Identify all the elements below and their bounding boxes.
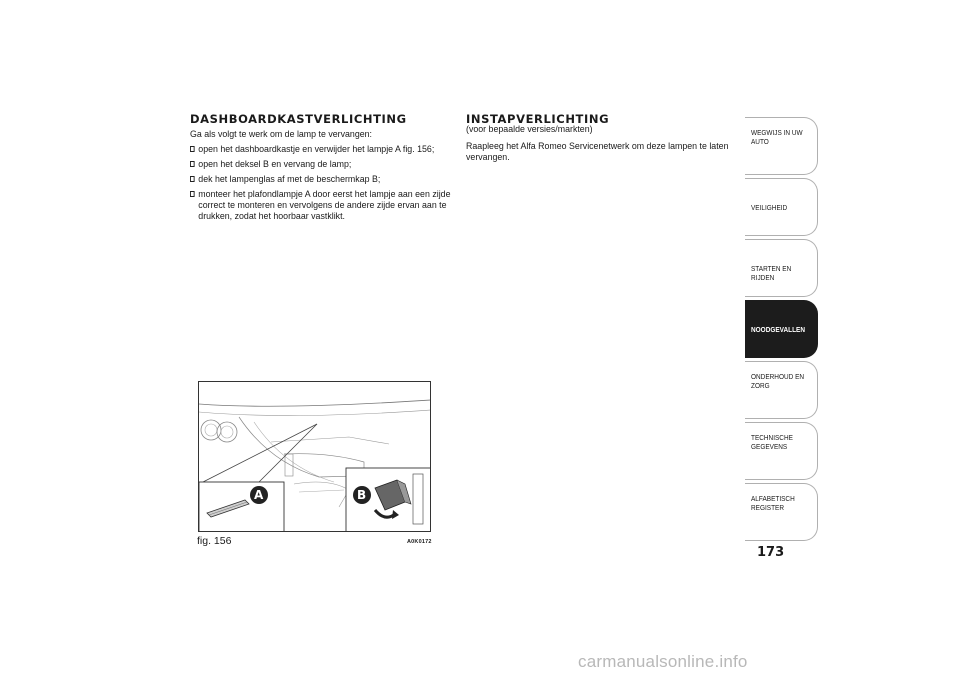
checkbox-bullet-icon	[190, 176, 195, 182]
watermark: carmanualsonline.info	[578, 652, 748, 671]
section-heading-instapverlichting: INSTAPVERLICHTING	[466, 112, 610, 126]
tab-veiligheid[interactable]	[745, 178, 818, 236]
checkbox-bullet-icon	[190, 146, 195, 152]
step-item	[190, 159, 462, 170]
section-heading-dashboardkast: DASHBOARDKASTVERLICHTING	[190, 112, 407, 126]
tab-label: VEILIGHEID	[751, 203, 788, 212]
tab-label: WEGWIJS IN UW AUTO	[751, 128, 803, 146]
tab-starten-en-rijden[interactable]	[745, 239, 818, 297]
step-text: dek het lampenglas af met de beschermkap B;	[198, 173, 381, 185]
step-list	[190, 144, 455, 222]
tab-onderhoud-en-zorg[interactable]	[745, 361, 818, 419]
body-text: Raapleeg het Alfa Romeo Servicenetwerk om deze lampen te laten vervangen.	[466, 140, 729, 163]
tab-wegwijs[interactable]	[745, 117, 818, 175]
step-item	[190, 189, 462, 222]
step-text: open het dashboardkastje en verwijder het lampje A fig. 156;	[198, 143, 435, 155]
glovebox-lamp-drawing	[199, 382, 431, 532]
tab-technische-gegevens[interactable]	[745, 422, 818, 480]
step-item	[190, 144, 462, 155]
page-number: 173	[757, 545, 785, 560]
tab-label: ONDERHOUD EN ZORG	[751, 372, 805, 390]
tab-label: TECHNISCHE GEGEVENS	[751, 433, 793, 451]
right-column	[466, 112, 731, 167]
figure-156-illustration	[198, 381, 431, 532]
figure-caption: fig. 156	[197, 535, 232, 547]
subheading-text: (voor bepaalde versies/markten)	[466, 124, 593, 135]
checkbox-bullet-icon	[190, 191, 195, 197]
step-text: monteer het plafondlampje A door eerst het lampje aan een zijde correct te monteren en vervolgens de andere zijde ervan aan te drukken, zodat het hoorbaar vastklikt.	[198, 188, 451, 222]
chapter-tabs	[745, 117, 818, 544]
intro-text: Ga als volgt te werk om de lamp te vervangen:	[190, 129, 373, 140]
step-text: open het deksel B en vervang de lamp;	[198, 158, 352, 170]
step-item	[190, 174, 462, 185]
callout-label-b: B	[357, 488, 367, 502]
tab-alfabetisch-register[interactable]	[745, 483, 818, 541]
tab-label: NOODGEVALLEN	[751, 325, 805, 334]
tab-noodgevallen[interactable]	[745, 300, 818, 358]
callout-label-a: A	[254, 488, 264, 502]
tab-label: STARTEN EN RIJDEN	[751, 264, 792, 282]
checkbox-bullet-icon	[190, 161, 195, 167]
tab-label: ALFABETISCH REGISTER	[751, 494, 795, 512]
left-column	[190, 112, 455, 226]
figure-code: A0K0172	[407, 539, 432, 545]
